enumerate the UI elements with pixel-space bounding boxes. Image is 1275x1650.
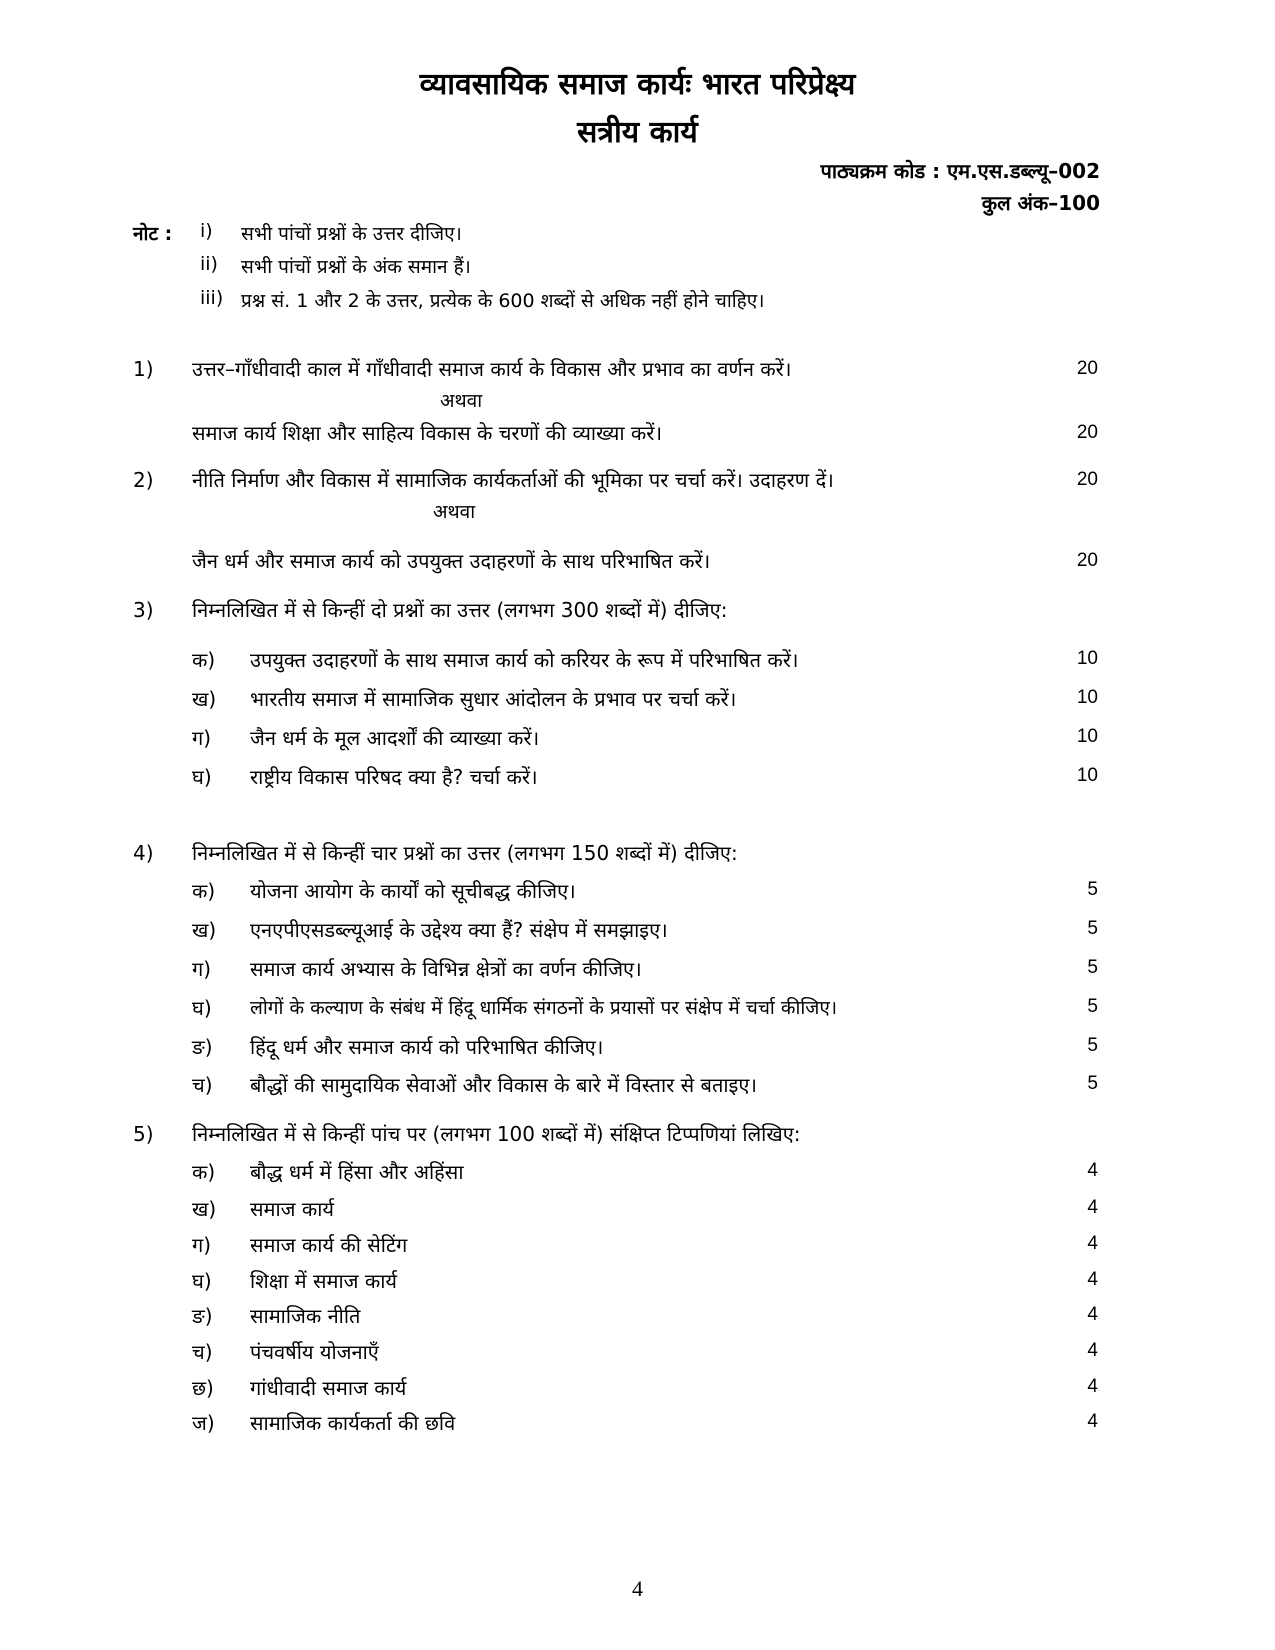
sub-question-label: ग) <box>192 957 212 981</box>
or-separator: अथवा <box>440 390 483 412</box>
sub-question-text: लोगों के कल्याण के संबंध में हिंदू धार्मिक संगठनों के प्रयासों पर संक्षेप में चर्चा कीजिए। <box>250 997 838 1019</box>
sub-question-label: घ) <box>192 1269 212 1293</box>
question-marks: 20 <box>1076 358 1098 379</box>
sub-question-marks: 5 <box>1087 879 1098 900</box>
sub-question-marks: 4 <box>1087 1269 1098 1290</box>
sub-question-text: सामाजिक नीति <box>250 1304 361 1328</box>
sub-question-text: हिंदू धर्म और समाज कार्य को परिभाषित कीजिए। <box>250 1035 604 1059</box>
sub-question-label: ङ) <box>192 1304 213 1328</box>
sub-question-label: ग) <box>192 726 212 750</box>
question-text: समाज कार्य शिक्षा और साहित्य विकास के चरणों की व्याख्या करें। <box>192 421 663 445</box>
sub-question-label: घ) <box>192 996 212 1020</box>
sub-question-marks: 4 <box>1087 1197 1098 1218</box>
question-text: निम्नलिखित में से किन्हीं पांच पर (लगभग 100 शब्दों में) संक्षिप्त टिप्पणियां लिखिए: <box>192 1122 801 1146</box>
note-item-text: प्रश्न सं. 1 और 2 के उत्तर, प्रत्येक के 600 शब्दों से अधिक नहीं होने चाहिए। <box>241 290 765 312</box>
sub-question-text: बौद्ध धर्म में हिंसा और अहिंसा <box>250 1160 464 1184</box>
question-number: 5) <box>133 1122 154 1146</box>
question-marks: 20 <box>1076 422 1098 443</box>
sub-question-text: सामाजिक कार्यकर्ता की छवि <box>250 1411 456 1435</box>
sub-question-marks: 5 <box>1087 1035 1098 1056</box>
question-number: 2) <box>133 468 154 492</box>
sub-question-text: भारतीय समाज में सामाजिक सुधार आंदोलन के प्रभाव पर चर्चा करें। <box>250 687 737 711</box>
sub-question-marks: 4 <box>1087 1340 1098 1361</box>
sub-question-marks: 4 <box>1087 1411 1098 1432</box>
page-number: 4 <box>632 1576 643 1601</box>
question-number: 3) <box>133 598 154 622</box>
sub-question-marks: 10 <box>1076 765 1098 786</box>
sub-question-label: ग) <box>192 1233 212 1257</box>
question-marks: 20 <box>1076 469 1098 490</box>
sub-question-text: समाज कार्य <box>250 1197 334 1221</box>
sub-question-text: समाज कार्य की सेटिंग <box>250 1233 408 1257</box>
total-marks: कुल अंक–100 <box>981 191 1100 215</box>
sub-question-marks: 4 <box>1087 1376 1098 1397</box>
sub-question-label: ज) <box>192 1411 215 1435</box>
sub-question-label: क) <box>192 648 216 672</box>
sub-question-text: एनएपीएसडब्ल्यूआई के उद्देश्य क्या हैं? संक्षेप में समझाइए। <box>250 918 668 942</box>
sub-question-text: शिक्षा में समाज कार्य <box>250 1269 397 1293</box>
note-label: नोट : <box>133 223 173 245</box>
sub-question-marks: 10 <box>1076 648 1098 669</box>
sub-question-marks: 4 <box>1087 1233 1098 1254</box>
or-separator: अथवा <box>433 501 476 523</box>
sub-question-text: बौद्धों की सामुदायिक सेवाओं और विकास के बारे में विस्तार से बताइए। <box>250 1073 758 1097</box>
course-code: पाठ्यक्रम कोड : एम.एस.डब्ल्यू–002 <box>820 159 1100 183</box>
question-number: 1) <box>133 357 154 381</box>
sub-question-marks: 5 <box>1087 918 1098 939</box>
sub-question-marks: 10 <box>1076 726 1098 747</box>
sub-question-text: राष्ट्रीय विकास परिषद क्या है? चर्चा करें। <box>250 765 538 789</box>
note-item-text: सभी पांचों प्रश्नों के उत्तर दीजिए। <box>241 223 462 245</box>
sub-question-text: समाज कार्य अभ्यास के विभिन्न क्षेत्रों का वर्णन कीजिए। <box>250 957 642 981</box>
note-item-num: iii) <box>200 287 224 309</box>
sub-question-marks: 5 <box>1087 996 1098 1017</box>
sub-question-label: च) <box>192 1340 213 1364</box>
sub-question-label: ङ) <box>192 1035 213 1059</box>
sub-question-marks: 4 <box>1087 1160 1098 1181</box>
sub-question-label: क) <box>192 1160 216 1184</box>
question-text: उत्तर–गाँधीवादी काल में गाँधीवादी समाज कार्य के विकास और प्रभाव का वर्णन करें। <box>192 357 792 381</box>
sub-question-label: ख) <box>192 687 217 711</box>
sub-question-label: ख) <box>192 1197 217 1221</box>
sub-question-text: जैन धर्म के मूल आदर्शों की व्याख्या करें। <box>250 726 540 750</box>
question-text: निम्नलिखित में से किन्हीं चार प्रश्नों का उत्तर (लगभग 150 शब्दों में) दीजिए: <box>192 841 738 865</box>
note-item-text: सभी पांचों प्रश्नों के अंक समान हैं। <box>241 256 471 278</box>
question-text: निम्नलिखित में से किन्हीं दो प्रश्नों का उत्तर (लगभग 300 शब्दों में) दीजिए: <box>192 598 728 622</box>
sub-question-label: छ) <box>192 1376 214 1400</box>
sub-question-label: च) <box>192 1073 213 1097</box>
document-title: व्यावसायिक समाज कार्यः भारत परिप्रेक्ष्य <box>419 67 856 102</box>
question-marks: 20 <box>1076 550 1098 571</box>
sub-question-label: घ) <box>192 765 212 789</box>
sub-question-text: उपयुक्त उदाहरणों के साथ समाज कार्य को करियर के रूप में परिभाषित करें। <box>250 648 799 672</box>
sub-question-text: पंचवर्षीय योजनाएँ <box>250 1340 379 1364</box>
sub-question-text: गांधीवादी समाज कार्य <box>250 1376 407 1400</box>
sub-question-text: योजना आयोग के कार्यों को सूचीबद्ध कीजिए। <box>250 879 576 903</box>
sub-question-marks: 4 <box>1087 1304 1098 1325</box>
sub-question-marks: 5 <box>1087 1073 1098 1094</box>
question-number: 4) <box>133 841 154 865</box>
note-item-num: ii) <box>200 253 218 275</box>
note-item-num: i) <box>200 220 213 242</box>
sub-question-marks: 5 <box>1087 957 1098 978</box>
document-subtitle: सत्रीय कार्य <box>577 115 698 150</box>
question-text: नीति निर्माण और विकास में सामाजिक कार्यकर्ताओं की भूमिका पर चर्चा करें। उदाहरण दें। <box>192 468 834 492</box>
sub-question-marks: 10 <box>1076 687 1098 708</box>
question-text: जैन धर्म और समाज कार्य को उपयुक्त उदाहरणों के साथ परिभाषित करें। <box>192 549 711 573</box>
sub-question-label: क) <box>192 879 216 903</box>
sub-question-label: ख) <box>192 918 217 942</box>
